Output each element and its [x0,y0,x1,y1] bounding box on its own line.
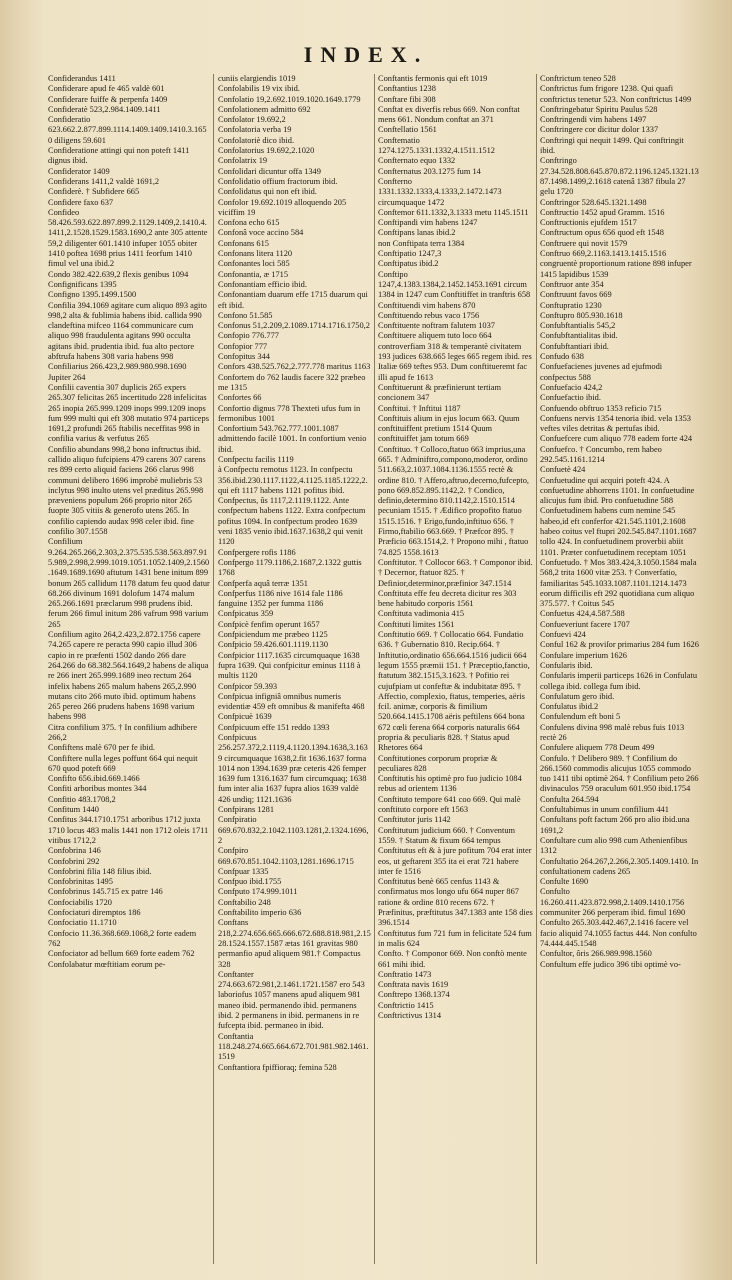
index-entry: Conftipans lanas ibid.2 [378,228,456,238]
index-entry: Configno 1395.1499.1500 [48,290,137,300]
page-title: INDEX. [303,42,429,67]
index-entry: Confueveriunt facere 1707 [540,619,630,629]
index-entry: Confobrina 146 [48,846,101,856]
index-entry: Confolatorius 19.692,2.1020 [218,146,315,156]
index-entry: Confultabimus in unum confilium 441 [540,805,669,815]
index-entry: Citra confilium 375. † In confilium adhibere 266,2 [48,722,198,742]
index-entry: Confiftere nulla leges poffunt 664 qui nequit 670 quod poteft 669 [48,753,198,773]
index-entry: Confulatum gero ibid. [540,691,615,701]
index-entry: Confulto 16.260.411.423.872.998,2.1409.1410.1756 communiter 266 perperam ibid. fimul 1690 [540,887,686,918]
index-entry: Confortium 543.762.777.1001.1087 admittendo facilè 1001. In confortium venio ibid. [218,424,367,454]
index-entry: Confularis ibid. [540,660,593,670]
index-entry: Confuetudo. † Mos 383.424,3.1050.1584 mala 568,2 trita 1600 vitæ 253. † Converfatio, familiaritas 545.1033.1087.1101.1214.1473 eorum difficilis eft 292 quotidiana cum aliquo 375.577. † Coitus 545 [540,557,697,609]
index-entry: Confiderandus 1411 [48,74,116,83]
index-entry: Confultatio 264.267,2.266,2.305.1409.1410. In confultationem cadens 265 [540,856,699,876]
column-divider [213,74,214,1264]
index-entry: Conftitutis his optimè pro fuo judicio 1084 rebus ad orientem 1136 [378,774,522,794]
index-entry: Confpicatus 359 [218,609,274,619]
index-entry: Confilium agito 264,2.423,2.872.1756 capere 74.265 capere re peracta 990 capio illud 306 capio in re præfenti 1502 dando 266 dare 264.266 do 68.382.564.1649,2 habens de aliqua re 266 inert 265.999.1689 ineo rectum 264 infelix habens 265 malum habens 265,2.990 mutans cito 266 muto ibid. optimum habens 265 pereo 266 prudens habens 1698 varium habens 998 [48,630,209,722]
index-entry: Confuevi 424 [540,630,586,640]
index-entry: Confonantiam duarum effe 1715 duarum qui eft ibid. [218,290,368,310]
index-entry: Conftringere cor dicitur dolor 1337 [540,125,659,135]
index-entry: Confobrini filia 148 filius ibid. [48,866,152,876]
index-entry: Confpectu facilis 1119 [218,454,294,464]
index-entry: Conftructionis ejufdem 1517 [540,218,637,228]
index-entry: Confterno 1331.1332.1333,4.1333,2.1472.1473 circumquaque 1472 [378,176,502,207]
index-entry: Confultare cum alio 998 cum Athenienfibus 1312 [540,835,688,856]
index-entry: Confubftantiari ibid. [540,341,609,351]
index-entry: Confpicio 59.426.601.1119.1130 [218,640,329,650]
index-entry: Confpicua infigniâ omnibus numeris evidentiæ 459 eft omnibus & manifefta 468 [218,691,365,712]
index-entry: Confuetus 424,4.587.588 [540,609,625,619]
index-entry: Confitum 1440 [48,805,99,815]
index-entry: Confpectus, ûs 1117,2.1119.1122. Ante confpectum habens 1122. Extra confpectum pofitus 1094. In confpectum prodeo 1639 veni 1835 venio ibid.1637.1638,2 qui venit 1120 [218,496,366,547]
index-entry: Confociator ad bellum 669 forte eadem 762 [48,949,195,959]
index-entry: Confuefactio ibid. [540,393,601,403]
index-entry: Confilii caventia 307 duplicis 265 expers 265.307 felicitas 265 incertitudo 228 infelicitas 265 inopia 265.999.1209 inops 999.1209 inops fum 999 multi qui eft 308 mutatio 974 particeps 1691,2 profundi 265 ftabilis neceffitas 998 in confilia varius & verfutus 265 [48,382,209,444]
index-column-4 [540,74,700,1264]
index-entry: Confiliarius 266.423,2.989.980.998.1690 Jupiter 264 [48,362,187,382]
index-entry: Confolatrix 19 [218,156,268,166]
index-entry: Confulere aliquem 778 Deum 499 [540,743,655,753]
index-entry: Confpirans 1281 [218,805,275,815]
index-entry: Confuetudinem habens cum nemine 545 habeo,id eft conferfor 421.545.1101,2.1608 habeo coitus vel ftupri 202.545.847.1101.1687 tollo 424. In confuetudinem proverbii abiit 1101. Præter confuetudinem receptam 1051 [540,506,697,557]
column-divider [374,74,375,1264]
index-entry: Confulare imperium 1626 [540,650,627,660]
index-entry: Conftringendi vim habens 1497 [540,115,647,125]
index-entry: Confpiratio 669.670.832,2.1042.1103.1281,2.1324.1696,2 [218,815,369,845]
index-entry: Confilium 9.264.265.266,2.303,2.375.535.538.563.897.915.989,2.998,2.999.1019.1051.1052.1409,2.1560.1649.1689.1690 aftutum 1431 bene initum 899 bonum 265 callidum 1178 datum feu quod datur 68.266 divinum 1691 dolofum 1474 malum 265.266.1691 præclarum 998 prudens ibid. ferum 266 fimul initum 286 vafrum 998 varium 265 [48,537,210,629]
index-entry: Conftans 218,2.274.656.665.666.672.688.818.981,2.1528.1524.1557.1587 ætas 161 gravitas 980 permanfio apud aliquem 981.† Compactus 328 [218,918,371,969]
index-column-2 [218,74,371,1264]
index-entry: Confuetè 424 [540,465,586,475]
index-entry: Confors 438.525.762,2.777.778 maritus 1163 [218,362,371,372]
index-entry: Confulte 1690 [540,877,589,887]
index-entry: Confolidatio offium fractorum ibid. [218,176,338,186]
index-entry: Confpiro 669.670.851.1042.1103,1281.1696.1715 [218,846,354,866]
index-entry: Confulendum eft boni 5 [540,712,621,722]
index-entry: Conftat ex diverfis rebus 669. Non conftat mens 661. Nondum conftat an 371 [378,104,520,125]
index-entry: Confilia 394.1069 agitare cum aliquo 893 agito 998,2 alta & fublimia habens ibid. callida 990 clandeftina mifceo 1164 communicare cum aliquo 998 fraudulenta agitans 990 occulta agitans ibid. prudentia ibid. fua alto pectore abftrufa habens 308 varia habens 998 [48,300,207,362]
index-entry: Confolatoria verba 19 [218,125,292,135]
index-entry: Confopio 776.777 [218,331,279,341]
index-entry: Confortes 66 [218,393,262,403]
index-entry: Confulatus ibid.2 [540,702,599,712]
index-entry: Conftituente noftram falutem 1037 [378,321,495,331]
index-entry: Conftipatio 1247,3 [378,249,442,259]
index-entry: Conftrata navis 1619 [378,980,449,990]
index-entry: Confonantiam efficio ibid. [218,279,307,289]
index-entry: Confonantia, æ 1715 [218,269,289,279]
index-entry: Confopior 777 [218,341,268,351]
index-entry: Confideratè 523,2.984.1409.1411 [48,104,161,114]
index-entry: Confulto 265.303.442.467,2.1416 facere vel facio aliquid 74.1055 factus 444. Non confulto 74.444.445.1548 [540,918,697,948]
index-entry: Confiderans 1411,2 valdè 1691,2 [48,176,160,186]
index-entry: Conftructio 1452 apud Gramm. 1516 [540,207,665,217]
index-entry: Confolationem admitto 692 [218,104,311,114]
index-entry: Confociatio 11.1710 [48,918,117,928]
index-entry: Conftringor 528.645.1321.1498 [540,197,647,207]
index-entry: Confuefacienes juvenes ad ejufmodi confpectus 588 [540,362,663,382]
index-entry: Condo 382.422.639,2 flexis genibus 1094 [48,269,189,279]
index-entry: Conftituerunt & præfinierunt tertiam concionem 347 [378,382,502,403]
index-entry: Confolatio 19,2.692.1019.1020.1649.1779 [218,94,361,104]
index-entry: Conftitui. † Inftitui 1187 [378,403,461,413]
index-entry: à Confpectu remotus 1123. In confpectu 356.ibid.230.1117.1122,4.1125.1185.1222,2.qui eft 1117 habens 1121 pofitus ibid. [218,465,368,495]
index-entry: Conftrictus fum frigore 1238. Qui quafi conftrictus tenetur 523. Non conftrictus 1499 [540,84,692,104]
index-entry: Confonans 615 [218,238,269,248]
index-entry: Conftantis fermonis qui eft 1019 [378,74,488,83]
index-entry: Confiftens malè 670 per fe ibid. [48,743,155,753]
index-entry: Confifto 656.ibid.669.1466 [48,774,140,784]
index-entry: Conftringo 27.34.528.808.645.870.872.1196.1245.1321.1387.1498.1499,2.1618 catenâ 1387 fibula 27 gelu 1720 [540,156,699,197]
index-entry: Conftantia 118.248.274.665.664.672.701.981.982.1461.1519 [218,1031,369,1062]
index-entry: Confuefcere cum aliquo 778 eadem forte 424 [540,434,693,444]
index-entry: Confultum effe judico 396 tibi optimè vo- [540,959,681,969]
index-entry: Conftrepo 1368.1374 [378,990,450,1000]
index-entry: Confuendo obftruo 1353 reficio 715 [540,403,662,413]
index-entry: Confpergo 1179.1186,2.1687,2.1322 guttis 1768 [218,557,362,578]
index-entry: Confideratio 623.662.2.877.899.1114.1409.1409.1410.3.1650 diligens 59.601 [48,115,207,145]
index-entry: Confono 51.585 [218,310,273,320]
index-entry: Confidere faxo 637 [48,197,114,207]
index-entry: Confuens nervis 1354 tenoria ibid. vela 1353 veftes viles detritas & pertufas ibid. [540,413,691,434]
index-entry: Confideratione attingi qui non poteft 1411 dignus ibid. [48,146,190,166]
index-entry: Conftitutiones corporum propriæ & peculiares 828 [378,753,498,773]
index-entry: Conftituti limites 1561 [378,619,455,629]
index-entry: Confperfa aquâ terræ 1351 [218,578,308,588]
index-entry: Conftructum opus 656 quod eft 1548 [540,228,664,238]
index-column-3 [378,74,533,1264]
index-entry: Conftupro 805.930.1618 [540,310,623,320]
index-entry: Confputo 174.999.1011 [218,887,298,897]
index-entry: Conftipo 1247,4.1383.1384,2.1452.1453.1691 circum 1384 in 1247 cum Conftitiffet in tranftris 658 [378,269,531,300]
index-entry: Confpicor 59.393 [218,681,278,691]
index-entry: Confubftantialitas ibid. [540,331,618,341]
index-entry: Confona echo 615 [218,218,280,228]
index-entry: non Conftipata terra 1384 [378,238,465,248]
index-entry: Confolabilis 19 vix ibid. [218,84,300,94]
index-entry: Confignificans 1395 [48,279,117,289]
index-entry: Conftabilito imperio 636 [218,908,302,918]
index-entry: Conftematio 1274.1275.1331.1332,4.1511.1512 [378,135,495,156]
index-entry: Conftituere aliquem tuto loco 664 controverfiam 318 & temperantè civitatem 193 judices 638.665 leges 665 regem ibid. res Italiæ 669 teftes 953. Dum conftitueremt fac illi apud fe 1613 [378,331,532,382]
index-entry: Confpicior 1117.1635 circumquaque 1638 fupra 1639. Qui confpicitur eminus 1118 à multis 1120 [218,650,361,681]
index-entry: Confuefacio 424,2 [540,382,603,392]
index-column-1 [48,74,210,1264]
index-entry: Confuetudine qui acquiri poteft 424. A confuetudine abhorrens 1101. In confuetudine alicujus fum ibid. Pro confuetudine 588 [540,475,695,506]
index-entry: Conftemor 611.1332,3.1333 metu 1145.1511 [378,207,529,217]
index-entry: Confonantes loci 585 [218,259,290,269]
index-entry: Conftringi qui nequit 1499. Qui conftringit ibid. [540,135,684,156]
index-entry: Conftratio 1473 [378,969,432,979]
index-entry: Conftituto tempore 641 coo 669. Qui malè conftituto corpore eft 1563 [378,794,521,815]
index-entry: Conftitutor juris 1142 [378,815,451,825]
index-entry: Confperfus 1186 nive 1614 fale 1186 fanguine 1352 per fumma 1186 [218,588,343,609]
index-entry: Confobrinus 145.715 ex patre 146 [48,887,163,897]
index-entry: Confobrinitas 1495 [48,877,113,887]
index-entry: Confpergere rofis 1186 [218,547,296,557]
index-entry: Confortem do 762 laudis facere 322 præbeo me 1315 [218,372,366,392]
index-entry: Conftitutus fum 721 fum in felicitate 524 fum in malis 624 [378,928,532,948]
index-entry: Conftrictio 1415 [378,1000,434,1010]
index-entry: Confonâ voce accino 584 [218,228,304,238]
index-entry: Conftituis alium in ejus locum 663. Quum conftituiffent pretium 1514 Quum conftituiffet jam totum 669 [378,413,520,444]
index-entry: Confpuo ibid.1755 [218,877,282,887]
index-entry: Confortio dignus 778 Thexteti ufus fum in fermonibus 1001 [218,403,361,423]
index-entry: Conftantius 1238 [378,84,436,94]
index-entry: Confolidatus qui non eft ibid. [218,187,317,197]
index-entry: Confpiciendum me præbeo 1125 [218,630,328,640]
index-entry: Conftruo 669,2.1163.1413.1415.1516 congruentè proportionum ratione 898 infuper 1415 lapidibus 1539 [540,249,692,279]
index-entry: Confitus 344.1710.1751 arboribus 1712 juxta 1710 locus 483 malis 1441 non 1712 oleis 1711 vitibus 1712,2 [48,815,209,845]
index-entry: Confpicuè 1639 [218,712,272,722]
index-entry: Conftantiora fpiffioraq; femina 528 [218,1062,337,1072]
index-entry: Conftitutio 669. † Collocatio 664. Fundatio 636. † Gubernatio 810. Recip.664. † Inftitutio,ordinatio 656.664.1516 judicii 664 legum 1555 præmii 151. † Præceptio,fanctio, ftatutum 382.1515,3.1623. † Pofitio rei cujufpiam ut confeftæ & indubitatæ 895. † Affectio, complexio, ftatus, temperies, aëris fcil. animæ, corporis & fimilium 520.664.1415.1708 aëris peftilens 664 bona 672 cœli ferena 664 corporis naturalis 664 propria & peculiaris 828. † Status apud Rhetores 664 [378,630,530,753]
index-entry: Confolator 19.692,2 [218,115,286,125]
index-entry: Conftrictum teneo 528 [540,74,616,83]
index-entry: Confilio abundans 998,2 bono inftructus ibid. callido aliquo fufcipiens 479 carens 307 carens res 899 certo aliquid faciens 266 clarus 998 communi delibero 1696 improbè muliebris 53 inclytus 998 inulto utens vel præditus 265.998 præveniens populum 266 proprio nitor 265 fuopte 305 vitiis & generofo utens 265. In confilio capiendo audax 998 celer ibid. fine confilio 307.1558 [48,444,206,537]
index-entry: Confitio 483.1708,2 [48,794,116,804]
index-entry: Conftruor ante 354 [540,279,604,289]
index-entry: Confudo 638 [540,352,584,362]
index-entry: Conful 162 & proviſor primarius 284 fum 1626 [540,640,699,650]
index-entry: Conftituo. † Colloco,ftatuo 663 imprius,una 665. † Adminiftro,compono,moderor, ordino 511.663,2.1037.1084.1136.1555 rectè & ordine 810. † Affero,aftruo,decerno,fufcepto, pono 669.852.895.1142,2. † Condico, definio,determino 810.1142,2.1510.1514 pecuniam 1515. † Ædifico propofito ftatuo 1515.1516. † Erigo,fundo,inftituo 656. † Firmo,ftabilio 663.669. † Præfcor 895. † Præficio 663.1514,2. † Propono mihi , ftatuo 74.825 1558.1613 [378,444,530,557]
index-entry: Confonus 51,2.209,2.1089.1714.1716.1750,2 [218,321,370,331]
index-entry: Conftare fibi 308 [378,94,436,104]
index-entry: Confiderare apud fe 465 valdè 601 [48,84,165,94]
index-entry: Conftrictivus 1314 [378,1011,442,1021]
index-entry: Confternato equo 1332 [378,156,456,166]
index-entry: Conftruunt favos 669 [540,290,612,300]
index-entry: Confulta 264.594 [540,794,599,804]
index-entry: Conftituendi vim habens 870 [378,300,476,310]
index-entry: Confolor 19.692.1019 alloquendo 205 viciffim 19 [218,197,347,217]
index-entry: Confopitus 344 [218,352,270,362]
index-entry: Confolabatur mœftitiam eorum pe- [48,959,166,969]
index-entry: Confulo. † Delibero 989. † Confilium do 266.1560 commodis alicujus 1055 commodo tuo 1411 tibi optimè 264. † Confilium peto 266 divinaculos 759 oraculum 601.950 ibid.1754 [540,753,699,794]
index-entry: Confpicè fenfim operunt 1657 [218,619,320,629]
index-entry: Conftituendo rebus vaco 1756 [378,310,480,320]
index-entry: Confultans poft factum 266 pro alio ibid.una 1691,2 [540,815,690,835]
index-entry: Confonans litera 1120 [218,249,293,259]
index-entry: Confociabilis 1720 [48,897,112,907]
index-entry: Confultor, ôris 266.989.998.1560 [540,949,652,959]
column-divider [536,74,537,1264]
index-entry: Confolidari dicuntur offa 1349 [218,166,321,176]
index-entry: Confiderator 1409 [48,166,110,176]
index-entry: Conftitutus eft & à jure pofitum 704 erat inter eos, ut geftarent 355 ita ei erat 721 habere inter fe 1516 [378,846,532,876]
index-entry: Conftituta vadimonia 415 [378,609,465,619]
index-entry: Confuefco. † Concumbo, rem habeo 292.545.1161.1214 [540,444,662,464]
index-entry: Conftitutum judicium 660. † Conventum 1559. † Statum & fixum 664 tempus [378,825,516,845]
index-entry: Conftitutus benè 665 cenfus 1143 & confirmatus mos longo ufu 664 nuper 867 ratione & ordine 810 recens 672. † Præfinitus, præftitutus 347.1383 ante 158 dies 396.1514 [378,877,533,928]
index-entry: Confolatoriè dico ibid. [218,135,295,145]
index-entry: Confpicuum effe 151 reddo 1393 [218,722,330,732]
index-entry: Confubftantialis 545,2 [540,321,616,331]
index-entry: Confpicuus 256.257.372,2.1119,4.1120.1394.1638,3.1639 circumquaque 1638,2.fit 1636.1637 forma 1014 non 1394.1639 præ ceteris 426 femper 1639 fum 1316.1637 fum circumquaq; 1638 fum inter alia 1637 fupra alios 1639 valdè 426 undiq; 1121.1636 [218,733,368,804]
index-entry: Conftituta effe feu decreta dicitur res 303 bene habitudo corporis 1561 [378,588,517,609]
index-entry: Confiderè. † Subfidere 665 [48,187,140,197]
index-entry: Conftupratio 1230 [540,300,602,310]
index-entry: Conftitutor. † Collocor 663. † Componor ibid. † Decernor, ftatuor 825. † Definior,determinor,præfinior 347.1514 [378,557,533,588]
index-entry: Confulens divina 998 malè rebus fuis 1013 rectè 26 [540,722,685,742]
index-entry: Conftringebatur Spiritu Paulus 528 [540,104,658,114]
index-entry: Confularis imperii particeps 1626 in Confulatu collega ibid. collega fum ibid. [540,671,698,691]
index-entry: Conftruere qui novit 1579 [540,238,628,248]
index-entry: Confiderare fuiffe & perpenfa 1409 [48,94,168,104]
index-entry: Conftellatio 1561 [378,125,437,135]
index-entry: Conftipatus ibid.2 [378,259,439,269]
index-entry: Confternatus 203.1275 fum 14 [378,166,481,176]
index-entry: Confociaturi diremptos 186 [48,908,141,918]
index-entry: Confobrini 292 [48,856,100,866]
index-entry: Confocio 11.36.368.669.1068,2 forte eadem 762 [48,928,197,948]
index-entry: Confiti arboribus montes 344 [48,784,147,794]
index-entry: Confpuar 1335 [218,866,269,876]
index-entry: Conftipandi vim habens 1247 [378,218,478,228]
index-entry: cuniis elargiendis 1019 [218,74,296,83]
index-entry: Conftabilio 248 [218,897,271,907]
index-entry: Confto. † Componor 669. Non conftò mente 661 mihi ibid. [378,949,527,969]
index-entry: Conftanter 274.663.672.981,2.1461.1721.1587 ero 543 laboriofus 1057 manens apud aliquem 981 maneo ibid. permanendo ibid. permanens ibid. 2 permanens in ibid. permanens in re fufcepta ibid. permaneo in ibid. [218,969,365,1031]
index-entry: Confideo 58.426.593.622.897.899.2.1129.1409,2.1410.4.1411,2.1528.1529.1583.1690,2 ante 305 attente 59,2 diligenter 601.1410 infuper 1055 obiter 1410 poftea 1698 prius 1411 feorfum 1410 fimul vel una ibid.2 [48,207,208,269]
